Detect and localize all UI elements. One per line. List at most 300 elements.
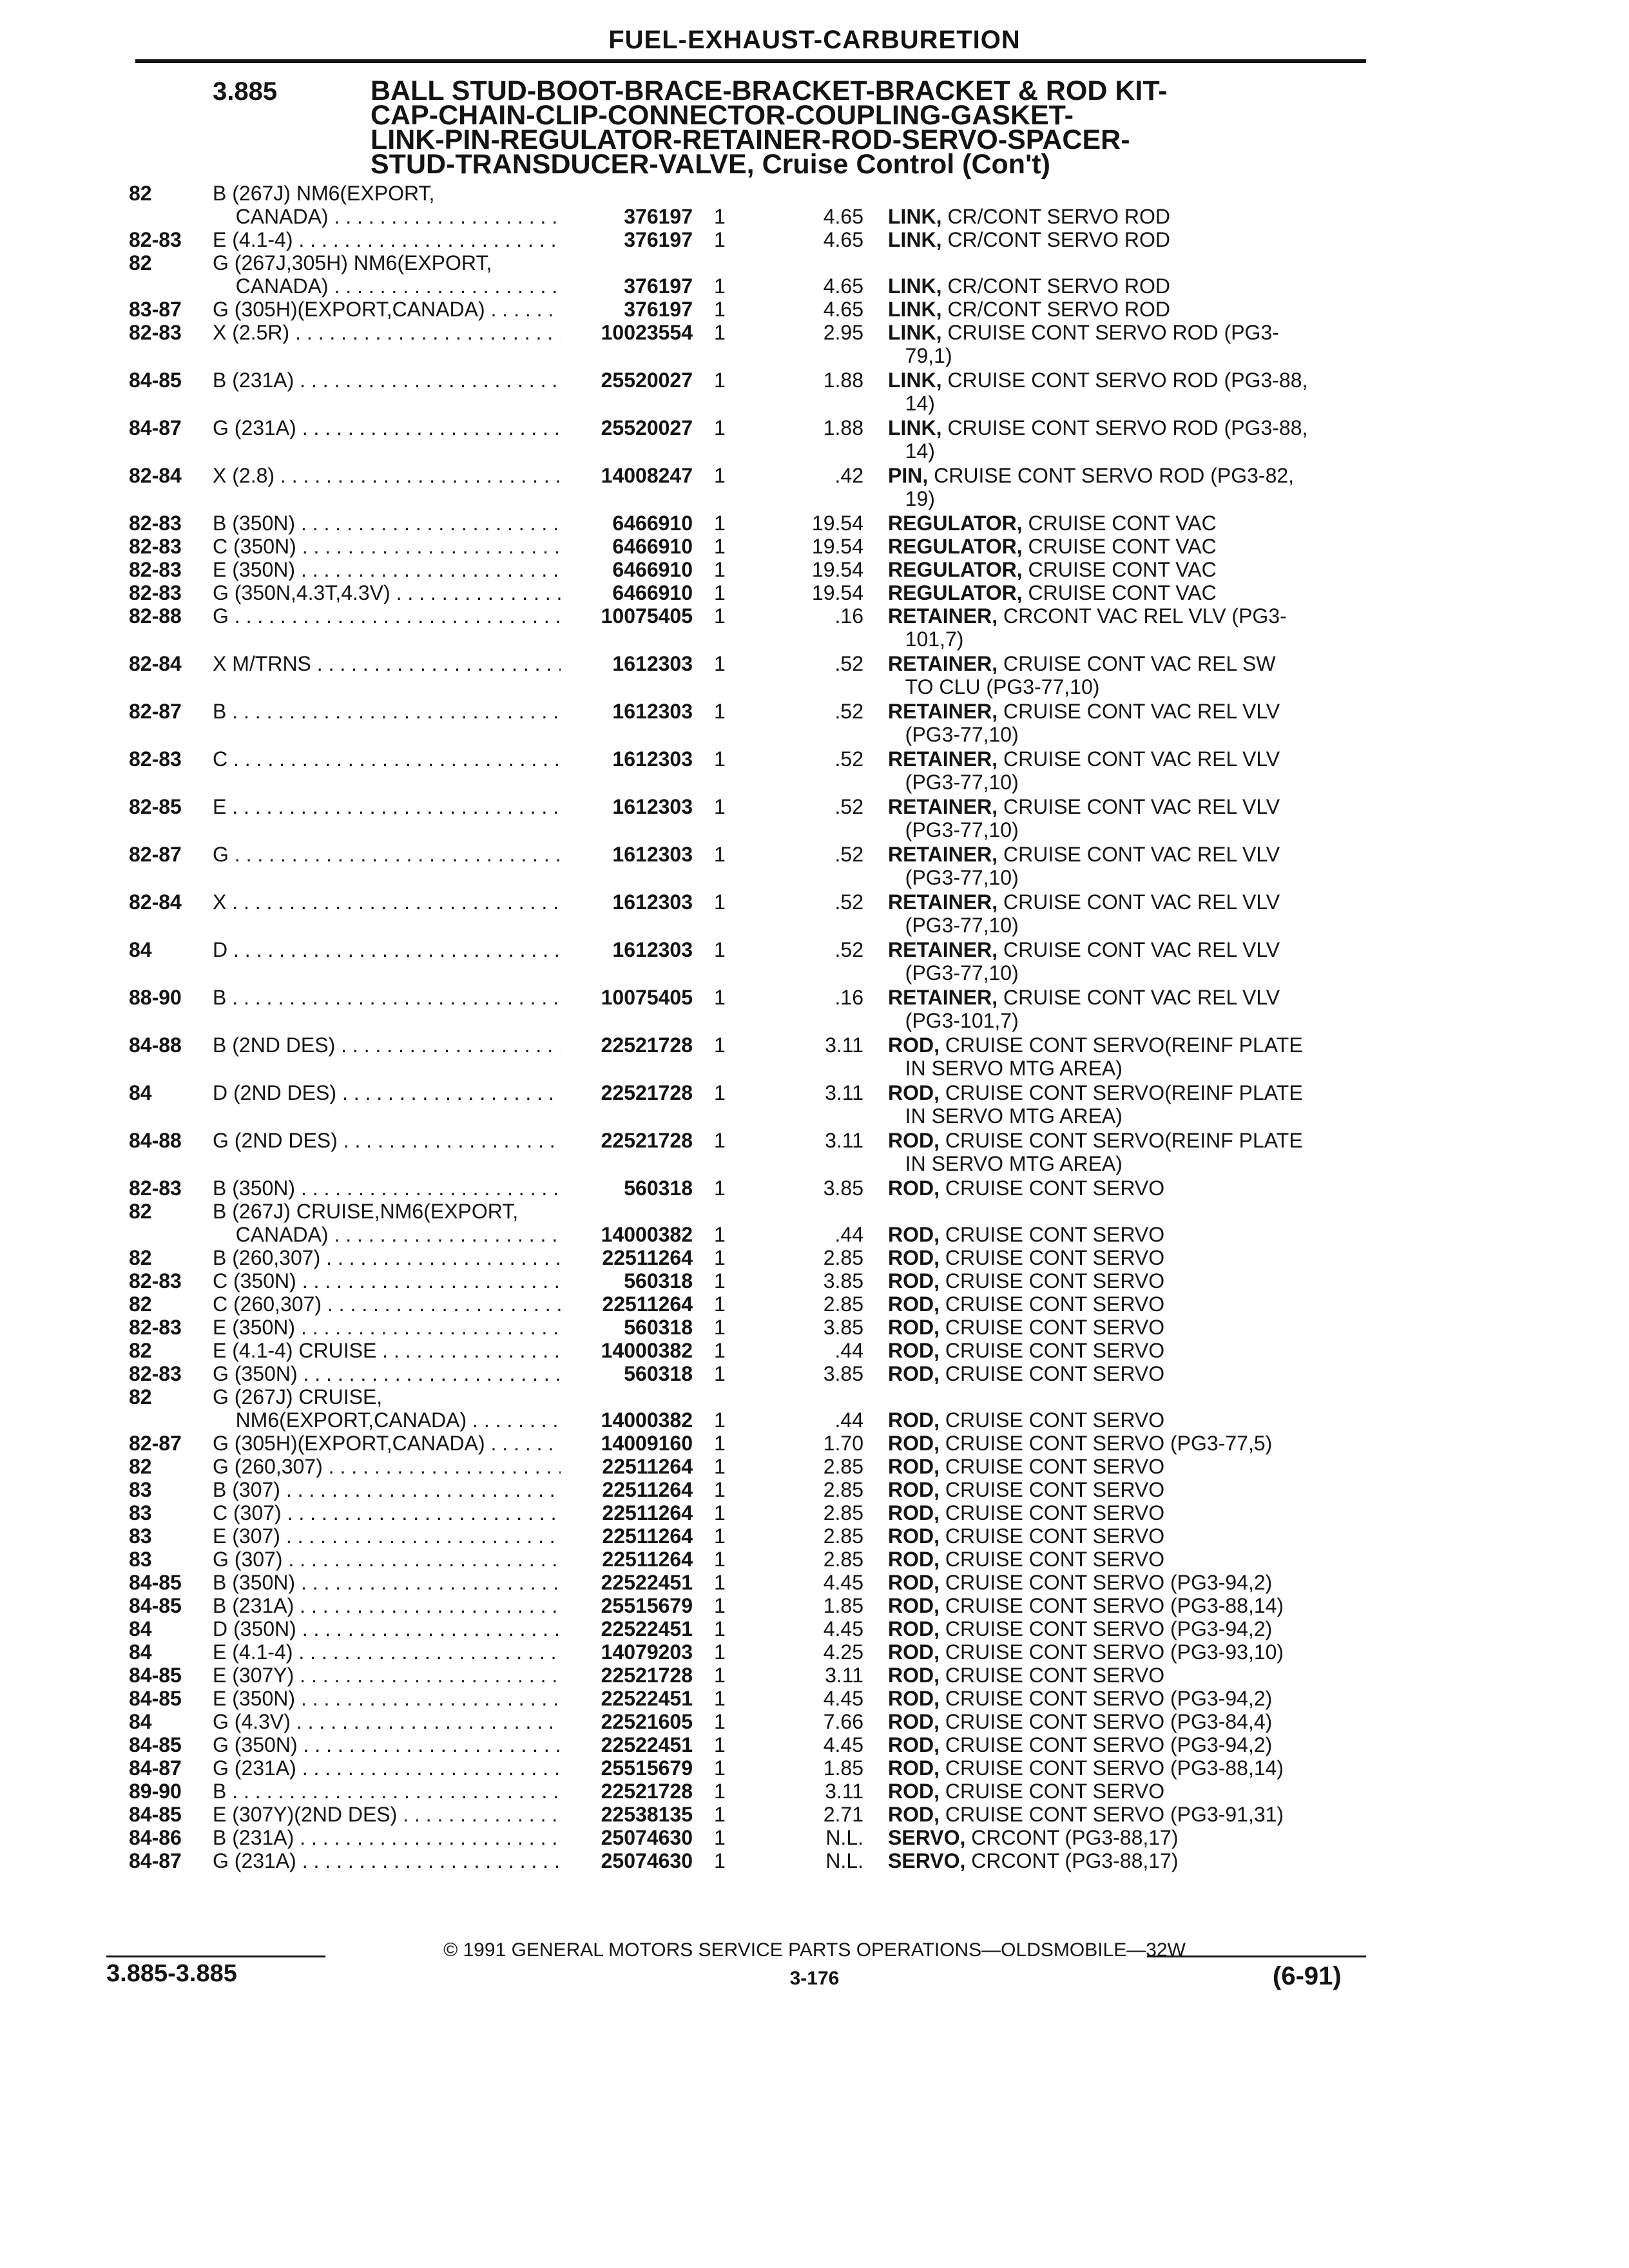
row-price: 1.88 <box>823 369 863 392</box>
table-row <box>0 1293 1629 1316</box>
row-desc: B (267J) NM6(EXPORT, <box>213 182 435 205</box>
row-part-name-keyword: REGULATOR, <box>888 512 1023 535</box>
row-desc: B (231A) . . . <box>213 1826 561 1849</box>
row-year: 82-87 <box>129 843 182 866</box>
table-row <box>0 228 1629 251</box>
row-price: 2.85 <box>823 1293 863 1316</box>
table-row <box>0 1571 1629 1594</box>
row-part-name-keyword: REGULATOR, <box>888 558 1023 581</box>
row-part-name-detail: CR/CONT SERVO ROD <box>941 205 1170 228</box>
row-part-name-keyword: ROD, <box>888 1408 940 1432</box>
row-part-name-detail: CRCONT (PG3-88,17) <box>965 1826 1179 1849</box>
row-part: 25520027 <box>601 369 693 392</box>
row-year: 84-85 <box>129 369 182 392</box>
table-row <box>0 938 1629 986</box>
row-part-name-keyword: ROD, <box>888 1033 940 1057</box>
row-price: .52 <box>834 938 863 961</box>
row-year: 82-83 <box>129 228 182 251</box>
row-part-name-detail: CRUISE CONT SERVO <box>940 1478 1165 1501</box>
row-part: 14008247 <box>601 464 693 487</box>
row-year: 84-85 <box>129 1664 182 1687</box>
row-price: .44 <box>834 1408 863 1432</box>
row-year: 82 <box>129 1200 152 1223</box>
row-qty: 1 <box>714 512 726 535</box>
row-qty: 1 <box>714 1129 726 1152</box>
row-desc: G (267J,305H) NM6(EXPORT, <box>213 251 492 274</box>
row-part-name-keyword: REGULATOR, <box>888 535 1023 558</box>
table-row <box>0 274 1629 298</box>
row-qty: 1 <box>714 535 726 558</box>
row-price: 4.65 <box>823 298 863 321</box>
row-qty: 1 <box>714 843 726 866</box>
table-row <box>0 1826 1629 1849</box>
table-row <box>0 1200 1629 1223</box>
row-part-name <box>888 1177 1365 1200</box>
row-part: 22521728 <box>601 1664 693 1687</box>
row-desc: B (231A) . . . <box>213 1594 561 1617</box>
row-part: 6466910 <box>612 581 693 604</box>
row-desc: E (307Y)(2ND DES) . . . <box>213 1803 561 1826</box>
row-part-name-keyword: REGULATOR, <box>888 581 1023 604</box>
row-part-name <box>888 795 1365 841</box>
row-year: 83 <box>129 1524 152 1548</box>
row-part-name-keyword: ROD, <box>888 1432 940 1455</box>
section-title-line: LINK-PIN-REGULATOR-RETAINER-ROD-SERVO-SPACER- <box>371 124 1130 155</box>
row-price: 2.85 <box>823 1524 863 1548</box>
row-part-name-detail: CRUISE CONT SERVO ROD (PG3-82, 19) <box>905 464 1295 510</box>
row-qty: 1 <box>714 1293 726 1316</box>
table-row <box>0 1432 1629 1455</box>
table-row <box>0 1455 1629 1478</box>
row-part-name-keyword: RETAINER, <box>888 604 998 628</box>
row-price: 19.54 <box>811 535 863 558</box>
row-qty: 1 <box>714 1455 726 1478</box>
row-part: 22522451 <box>601 1687 693 1710</box>
row-part-name-keyword: PIN, <box>888 464 929 487</box>
row-part-name-detail: CRUISE CONT SERVO <box>940 1339 1165 1362</box>
row-part-name <box>888 843 1365 889</box>
row-part-name-keyword: LINK, <box>888 321 942 344</box>
row-part-name <box>888 274 1365 298</box>
row-year: 82-83 <box>129 558 182 581</box>
row-part-name-keyword: ROD, <box>888 1478 940 1501</box>
row-qty: 1 <box>714 1408 726 1432</box>
row-price: 3.11 <box>825 1664 863 1687</box>
row-part: 14000382 <box>601 1408 693 1432</box>
row-year: 82-87 <box>129 700 182 723</box>
table-row <box>0 747 1629 795</box>
row-part-name <box>888 321 1365 367</box>
row-desc: B . . . <box>213 1780 561 1803</box>
row-part: 560318 <box>624 1316 693 1339</box>
row-part-name-keyword: ROD, <box>888 1687 940 1710</box>
row-qty: 1 <box>714 890 726 914</box>
row-desc: G . . . <box>213 604 561 628</box>
row-qty: 1 <box>714 1664 726 1687</box>
row-part-name <box>888 1594 1365 1617</box>
table-row <box>0 558 1629 581</box>
row-year: 84-85 <box>129 1803 182 1826</box>
row-desc: G (350N,4.3T,4.3V) . . . <box>213 581 561 604</box>
row-part-name-keyword: LINK, <box>888 369 942 392</box>
row-part-name <box>888 1081 1365 1128</box>
row-part-name-keyword: ROD, <box>888 1246 940 1269</box>
row-part-name-detail: CRUISE CONT SERVO (PG3-88,14) <box>940 1756 1284 1780</box>
page-header-title: FUEL-EXHAUST-CARBURETION <box>608 26 1021 54</box>
row-part: 6466910 <box>612 535 693 558</box>
row-year: 82 <box>129 182 152 205</box>
table-row <box>0 464 1629 512</box>
section-number: 3.885 <box>213 77 278 106</box>
section-title-line: BALL STUD-BOOT-BRACE-BRACKET-BRACKET & ROD KIT- <box>371 75 1168 106</box>
row-qty: 1 <box>714 369 726 392</box>
table-row <box>0 700 1629 747</box>
row-desc: CANADA) . . . <box>213 205 561 228</box>
row-price: 3.11 <box>825 1780 863 1803</box>
row-part-name <box>888 1664 1365 1687</box>
row-part: 22511264 <box>602 1548 693 1571</box>
row-desc: E (4.1-4) CRUISE . . . <box>213 1339 561 1362</box>
row-desc: G (231A) . . . <box>213 1849 561 1872</box>
row-qty: 1 <box>714 1478 726 1501</box>
row-desc: E . . . <box>213 795 561 818</box>
row-desc: G (2ND DES) . . . <box>213 1129 561 1152</box>
row-year: 89-90 <box>129 1780 182 1803</box>
row-part-name-keyword: ROD, <box>888 1803 940 1826</box>
table-row <box>0 843 1629 890</box>
row-part: 25515679 <box>601 1756 693 1780</box>
row-desc: CANADA) . . . <box>213 1223 561 1246</box>
row-part-name-detail: CRUISE CONT SERVO (PG3-77,5) <box>940 1432 1273 1455</box>
row-part: 560318 <box>624 1177 693 1200</box>
row-part-name-detail: CRUISE CONT SERVO <box>940 1408 1165 1432</box>
row-year: 84 <box>129 938 152 961</box>
row-part-name <box>888 890 1365 937</box>
row-part-name-detail: CRUISE CONT VAC REL VLV (PG3-77,10) <box>905 938 1280 985</box>
row-year: 82-84 <box>129 652 182 675</box>
row-price: 19.54 <box>811 581 863 604</box>
row-qty: 1 <box>714 1849 726 1872</box>
row-part: 1612303 <box>612 652 693 675</box>
row-part-name <box>888 1548 1365 1571</box>
row-desc: D (2ND DES) . . . <box>213 1081 561 1104</box>
table-row <box>0 1316 1629 1339</box>
row-price: 3.11 <box>825 1081 863 1104</box>
row-qty: 1 <box>714 986 726 1009</box>
row-price: 4.45 <box>823 1571 863 1594</box>
row-part-name <box>888 1849 1365 1872</box>
row-price: 2.95 <box>823 321 863 344</box>
row-part-name-detail: CRUISE CONT SERVO <box>940 1780 1165 1803</box>
row-year: 82-84 <box>129 464 182 487</box>
row-year: 84 <box>129 1710 152 1733</box>
row-part: 25074630 <box>601 1826 693 1849</box>
section-title-line: STUD-TRANSDUCER-VALVE, Cruise Control (Con't) <box>371 149 1050 180</box>
row-part-name <box>888 1223 1365 1246</box>
table-row <box>0 1129 1629 1177</box>
row-year: 82-83 <box>129 581 182 604</box>
row-qty: 1 <box>714 1524 726 1548</box>
row-year: 84-87 <box>129 1756 182 1780</box>
row-qty: 1 <box>714 1594 726 1617</box>
row-part-name <box>888 1617 1365 1640</box>
row-part-name-detail: CR/CONT SERVO ROD <box>941 274 1170 298</box>
row-price: 19.54 <box>811 558 863 581</box>
table-row <box>0 1339 1629 1362</box>
row-part: 1612303 <box>612 747 693 771</box>
row-part-name <box>888 1687 1365 1710</box>
row-part-name-keyword: ROD, <box>888 1129 940 1152</box>
row-part-name-keyword: RETAINER, <box>888 700 998 723</box>
row-desc: B (350N) . . . <box>213 512 561 535</box>
row-part-name <box>888 416 1365 463</box>
row-qty: 1 <box>714 1501 726 1524</box>
row-qty: 1 <box>714 1316 726 1339</box>
row-desc: E (350N) . . . <box>213 1316 561 1339</box>
row-price: 1.70 <box>823 1432 863 1455</box>
row-desc: C (350N) . . . <box>213 1269 561 1293</box>
row-part-name-keyword: RETAINER, <box>888 795 998 818</box>
row-desc: X . . . <box>213 890 561 914</box>
row-year: 84 <box>129 1081 152 1104</box>
row-part-name-detail: CR/CONT SERVO ROD <box>941 228 1170 251</box>
row-part-name-detail: CRUISE CONT SERVO <box>940 1548 1165 1571</box>
row-year: 88-90 <box>129 986 182 1009</box>
table-row <box>0 205 1629 228</box>
row-part: 25515679 <box>601 1594 693 1617</box>
row-price: 4.65 <box>823 228 863 251</box>
table-row <box>0 1033 1629 1081</box>
table-row <box>0 1640 1629 1664</box>
row-part-name <box>888 652 1365 698</box>
row-part: 14000382 <box>601 1223 693 1246</box>
row-year: 82-83 <box>129 747 182 771</box>
row-part-name-detail: CRUISE CONT SERVO(REINF PLATE IN SERVO MTG AREA) <box>905 1033 1303 1080</box>
row-price: .44 <box>834 1339 863 1362</box>
row-part-name-detail: CRUISE CONT SERVO(REINF PLATE IN SERVO MTG AREA) <box>905 1129 1303 1175</box>
row-part-name <box>888 1129 1365 1175</box>
row-year: 82 <box>129 251 152 274</box>
row-part-name-keyword: ROD, <box>888 1617 940 1640</box>
row-part: 22521605 <box>601 1710 693 1733</box>
row-part: 22511264 <box>602 1478 693 1501</box>
row-part-name-detail: CRUISE CONT SERVO <box>940 1455 1165 1478</box>
row-year: 82-83 <box>129 1177 182 1200</box>
row-desc: B (307) . . . <box>213 1478 561 1501</box>
row-price: .52 <box>834 652 863 675</box>
row-year: 82-83 <box>129 535 182 558</box>
footer-date-code: (6-91) <box>1273 1962 1342 1990</box>
row-part: 10075405 <box>601 986 693 1009</box>
row-price: 2.85 <box>823 1478 863 1501</box>
row-part-name-keyword: ROD, <box>888 1501 940 1524</box>
row-part-name-keyword: RETAINER, <box>888 986 998 1009</box>
row-desc: E (307) . . . <box>213 1524 561 1548</box>
row-part-name <box>888 747 1365 794</box>
row-part-name-detail: CRUISE CONT SERVO ROD (PG3-88, 14) <box>905 416 1308 463</box>
row-desc: NM6(EXPORT,CANADA) . . . <box>213 1408 561 1432</box>
row-qty: 1 <box>714 1756 726 1780</box>
row-price: 4.25 <box>823 1640 863 1664</box>
row-part: 22511264 <box>602 1501 693 1524</box>
row-desc: X (2.5R) . . . <box>213 321 561 344</box>
table-row <box>0 182 1629 205</box>
row-part: 22511264 <box>602 1246 693 1269</box>
row-desc: C (260,307) . . . <box>213 1293 561 1316</box>
table-row <box>0 1548 1629 1571</box>
row-year: 84 <box>129 1640 152 1664</box>
row-part-name-keyword: LINK, <box>888 228 942 251</box>
row-part-name <box>888 700 1365 746</box>
row-desc: CANADA) . . . <box>213 274 561 298</box>
row-qty: 1 <box>714 321 726 344</box>
parts-table <box>0 182 1629 1872</box>
row-price: 3.85 <box>823 1362 863 1385</box>
row-part-name <box>888 1432 1365 1455</box>
table-row <box>0 1478 1629 1501</box>
row-part: 560318 <box>624 1269 693 1293</box>
row-qty: 1 <box>714 1432 726 1455</box>
row-part-name-keyword: ROD, <box>888 1548 940 1571</box>
row-part: 25520027 <box>601 416 693 439</box>
table-row <box>0 1177 1629 1200</box>
row-part-name <box>888 1339 1365 1362</box>
row-part-name-keyword: ROD, <box>888 1269 940 1293</box>
row-price: .52 <box>834 890 863 914</box>
table-row <box>0 1501 1629 1524</box>
row-year: 84 <box>129 1617 152 1640</box>
row-desc: G (350N) . . . <box>213 1733 561 1756</box>
row-part: 376197 <box>624 274 693 298</box>
table-row <box>0 1223 1629 1246</box>
row-desc: B (260,307) . . . <box>213 1246 561 1269</box>
row-part-name-keyword: SERVO, <box>888 1849 966 1872</box>
row-qty: 1 <box>714 1081 726 1104</box>
row-part-name-detail: CR/CONT SERVO ROD <box>941 298 1170 321</box>
row-desc: X M/TRNS . . . <box>213 652 561 675</box>
table-row <box>0 1664 1629 1687</box>
row-part-name-keyword: LINK, <box>888 205 942 228</box>
table-row <box>0 1756 1629 1780</box>
row-part: 14079203 <box>601 1640 693 1664</box>
table-row <box>0 1362 1629 1385</box>
table-row <box>0 535 1629 558</box>
table-row <box>0 1617 1629 1640</box>
row-desc: C . . . <box>213 747 561 771</box>
row-part: 1612303 <box>612 700 693 723</box>
row-qty: 1 <box>714 700 726 723</box>
row-part-name-detail: CRUISE CONT VAC REL VLV (PG3-77,10) <box>905 700 1280 746</box>
row-year: 84-85 <box>129 1571 182 1594</box>
row-part-name <box>888 512 1365 535</box>
row-year: 83 <box>129 1548 152 1571</box>
row-part-name-detail: CRUISE CONT SERVO <box>940 1223 1165 1246</box>
row-desc: B . . . <box>213 700 561 723</box>
row-part-name-keyword: ROD, <box>888 1756 940 1780</box>
row-desc: E (350N) . . . <box>213 558 561 581</box>
row-part-name-keyword: ROD, <box>888 1316 940 1339</box>
row-part-name-detail: CRUISE CONT SERVO <box>940 1269 1165 1293</box>
row-desc: B (231A) . . . <box>213 369 561 392</box>
table-row <box>0 321 1629 369</box>
row-part: 1612303 <box>612 890 693 914</box>
row-year: 84-85 <box>129 1687 182 1710</box>
row-price: 1.88 <box>823 416 863 439</box>
row-desc: B . . . <box>213 986 561 1009</box>
row-price: .52 <box>834 747 863 771</box>
row-part-name-detail: CRCONT VAC REL VLV (PG3- 101,7) <box>905 604 1287 651</box>
row-part-name <box>888 298 1365 321</box>
row-qty: 1 <box>714 938 726 961</box>
table-row <box>0 1687 1629 1710</box>
row-part-name <box>888 369 1365 415</box>
row-part-name-detail: CRUISE CONT SERVO (PG3-94,2) <box>940 1687 1273 1710</box>
row-part-name-keyword: RETAINER, <box>888 890 998 914</box>
row-desc: G (350N) . . . <box>213 1362 561 1385</box>
table-row <box>0 581 1629 604</box>
row-part-name-detail: CRUISE CONT SERVO (PG3-94,2) <box>940 1733 1273 1756</box>
row-part: 22511264 <box>602 1524 693 1548</box>
row-year: 82-87 <box>129 1432 182 1455</box>
table-row <box>0 1081 1629 1129</box>
row-price: .52 <box>834 843 863 866</box>
table-row <box>0 1733 1629 1756</box>
row-desc: G (305H)(EXPORT,CANADA) . . . <box>213 1432 561 1455</box>
row-part-name-keyword: ROD, <box>888 1293 940 1316</box>
row-part-name-detail: CRUISE CONT SERVO (PG3-94,2) <box>940 1617 1273 1640</box>
row-price: 3.11 <box>825 1033 863 1057</box>
row-year: 82-85 <box>129 795 182 818</box>
row-part-name <box>888 1362 1365 1385</box>
row-year: 84-85 <box>129 1594 182 1617</box>
row-price: 3.85 <box>823 1269 863 1293</box>
row-price: 1.85 <box>823 1756 863 1780</box>
table-row <box>0 795 1629 843</box>
row-part-name-keyword: ROD, <box>888 1594 940 1617</box>
row-part-name-detail: CRUISE CONT SERVO ROD (PG3- 79,1) <box>905 321 1279 367</box>
row-qty: 1 <box>714 464 726 487</box>
row-desc: D . . . <box>213 938 561 961</box>
row-part-name-detail: CRUISE CONT VAC REL VLV (PG3-77,10) <box>905 795 1280 841</box>
row-desc: G (305H)(EXPORT,CANADA) . . . <box>213 298 561 321</box>
row-part-name-detail: CRUISE CONT SERVO (PG3-93,10) <box>940 1640 1284 1664</box>
row-price: 2.71 <box>823 1803 863 1826</box>
row-part-name <box>888 1501 1365 1524</box>
table-row <box>0 512 1629 535</box>
row-qty: 1 <box>714 205 726 228</box>
row-qty: 1 <box>714 1571 726 1594</box>
row-year: 84-88 <box>129 1129 182 1152</box>
row-part-name-keyword: LINK, <box>888 416 942 439</box>
row-part-name-detail: CRUISE CONT SERVO (PG3-88,14) <box>940 1594 1284 1617</box>
row-part-name <box>888 1524 1365 1548</box>
row-year: 82-83 <box>129 1362 182 1385</box>
row-desc: B (2ND DES) . . . <box>213 1033 561 1057</box>
row-part: 22521728 <box>601 1780 693 1803</box>
row-year: 84-87 <box>129 416 182 439</box>
table-row <box>0 890 1629 938</box>
row-year: 82 <box>129 1293 152 1316</box>
row-part: 376197 <box>624 228 693 251</box>
table-row <box>0 1803 1629 1826</box>
footer-section-range: 3.885-3.885 <box>106 1960 237 1987</box>
row-part: 22538135 <box>601 1803 693 1826</box>
row-part-name <box>888 1756 1365 1780</box>
row-year: 82-83 <box>129 512 182 535</box>
row-part-name-keyword: ROD, <box>888 1571 940 1594</box>
row-price: N.L. <box>825 1826 863 1849</box>
row-part: 10075405 <box>601 604 693 628</box>
